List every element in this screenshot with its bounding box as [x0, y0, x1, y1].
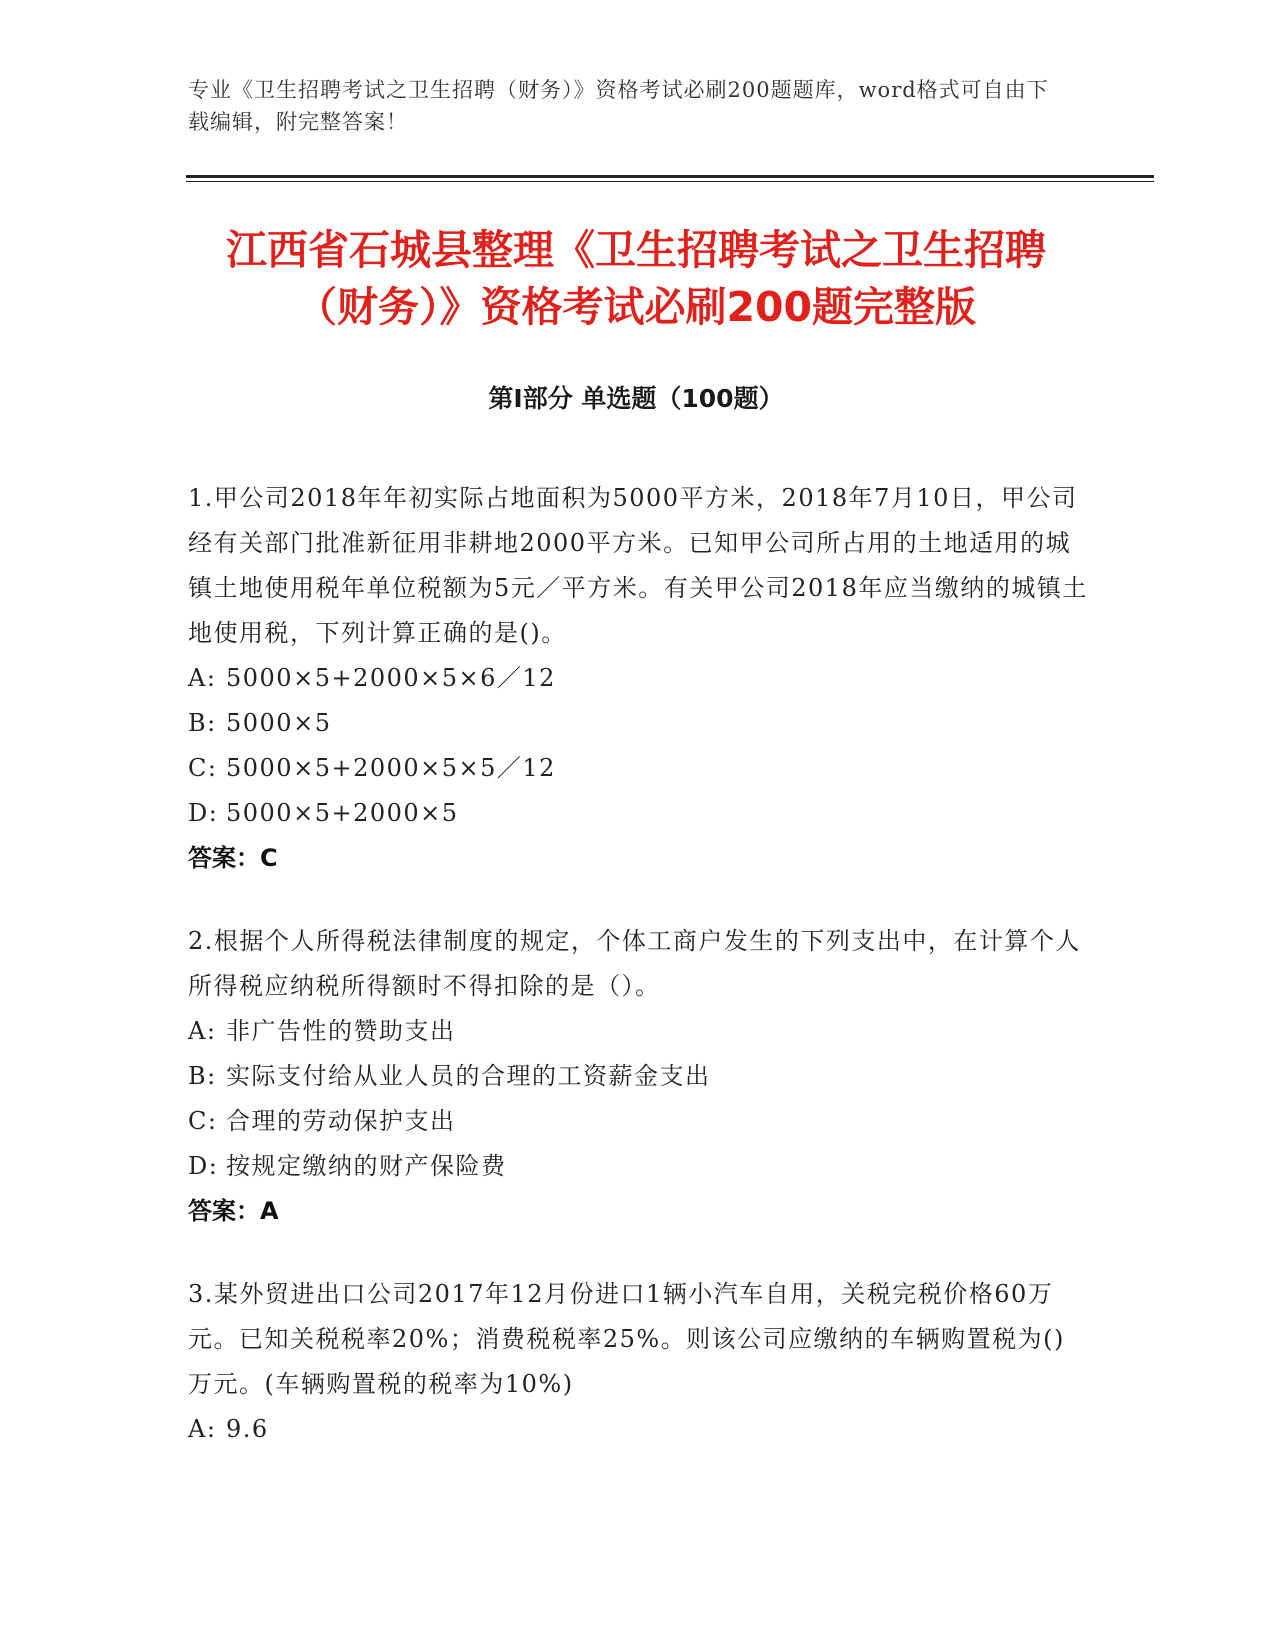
option-letter: C:: [188, 754, 218, 782]
answer-label: 答案：C: [188, 844, 278, 872]
header-note: 专业《卫生招聘考试之卫生招聘（财务）》资格考试必刷200题题库，word格式可自由下载编辑，附完整答案！: [188, 78, 1049, 134]
option-text: 按规定缴纳的财产保险费: [226, 1152, 507, 1180]
option-letter: D:: [188, 799, 219, 827]
question-stem: 2.根据个人所得税法律制度的规定，个体工商户发生的下列支出中，在计算个人所得税应纳税所得额时不得扣除的是（）。: [188, 927, 1081, 1000]
document-title: 江西省石城县整理《卫生招聘考试之卫生招聘（财务）》资格考试必刷200题完整版: [226, 226, 1046, 331]
header-divider: [186, 175, 1154, 178]
option-letter: A:: [188, 664, 217, 692]
option-b: [188, 1054, 1088, 1099]
question-1: [188, 476, 1088, 881]
option-a: [188, 1009, 1088, 1054]
option-b: [188, 701, 1088, 746]
option-text: 实际支付给从业人员的合理的工资薪金支出: [226, 1062, 711, 1090]
question-2: [188, 919, 1088, 1234]
option-text: 9.6: [226, 1415, 269, 1443]
option-text: 非广告性的赞助支出: [226, 1017, 456, 1045]
header-divider-thin: [186, 181, 1154, 182]
option-c: [188, 1099, 1088, 1144]
section-heading: 第Ⅰ部分 单选题（100题）: [488, 384, 784, 413]
option-text: 5000×5: [226, 709, 332, 737]
question-stem: 3.某外贸进出口公司2017年12月份进口1辆小汽车自用，关税完税价格60万元。已知关税税率20%；消费税税率25%。则该公司应缴纳的车辆购置税为()万元。(车辆购置税的税率为10%): [188, 1280, 1065, 1398]
option-text: 5000×5+2000×5: [226, 799, 459, 827]
option-text: 5000×5+2000×5×6／12: [226, 664, 556, 692]
option-text: 5000×5+2000×5×5／12: [226, 754, 556, 782]
option-letter: B:: [188, 709, 217, 737]
option-d: [188, 1144, 1088, 1189]
option-letter: A:: [188, 1415, 217, 1443]
option-text: 合理的劳动保护支出: [226, 1107, 456, 1135]
option-letter: D:: [188, 1152, 219, 1180]
option-letter: C:: [188, 1107, 218, 1135]
option-c: [188, 746, 1088, 791]
answer-label: 答案：A: [188, 1197, 279, 1225]
option-letter: B:: [188, 1062, 217, 1090]
question-stem: 1.甲公司2018年年初实际占地面积为5000平方米，2018年7月10日，甲公司经有关部门批准新征用非耕地2000平方米。已知甲公司所占用的土地适用的城镇土地使用税年单位税额为5元／平方米。有关甲公司2018年应当缴纳的城镇土地使用税，下列计算正确的是()。: [188, 484, 1088, 647]
option-letter: A:: [188, 1017, 217, 1045]
option-a: [188, 1407, 1088, 1452]
option-a: [188, 656, 1088, 701]
question-3: [188, 1272, 1088, 1452]
question-list: [188, 476, 1088, 1490]
option-d: [188, 791, 1088, 836]
